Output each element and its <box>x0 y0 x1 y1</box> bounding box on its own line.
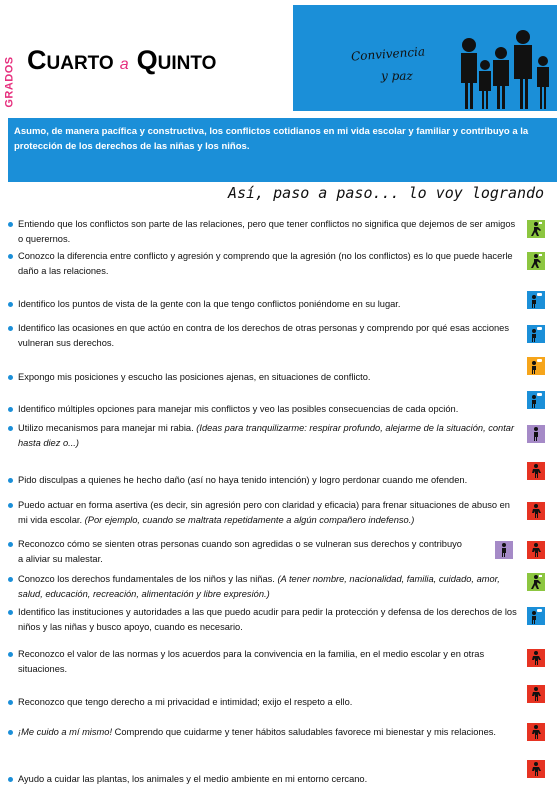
bullet-icon <box>8 254 13 259</box>
list-item <box>7 249 522 279</box>
bullet-icon <box>8 700 13 705</box>
item-example: (A tener nombre, nacionalidad, familia, cuidado, amor, salud, educación, recreación, alimentación y libre expresión.) <box>18 574 500 599</box>
bullet-icon <box>8 652 13 657</box>
item-text: Pido disculpas a quienes he hecho daño (así no haya tenido intención) y logro perdonar cuando me ofenden. <box>18 475 468 485</box>
title-rest-1: UARTO <box>46 53 114 74</box>
bullet-icon <box>8 407 13 412</box>
list-item <box>7 370 522 385</box>
item-text: Identifico los puntos de vista de la gente con la que tengo conflictos poniéndome en su lugar. <box>18 299 401 309</box>
standing-figure-icon <box>527 685 545 703</box>
standard-banner: Asumo, de manera pacífica y constructiva, los conflictos cotidianos en mi vida escolar y familiar y contribuyo a la protección de los derechos de las niñas y los niños. <box>8 118 557 182</box>
talking-figure-icon <box>527 607 545 625</box>
section-subtitle: Así, paso a paso... lo voy logrando <box>228 184 545 202</box>
item-example: (Ideas para tranquilizarme: respirar profundo, alejarme de la situación, contar hasta diez o...) <box>18 423 515 448</box>
bullet-icon <box>8 503 13 508</box>
item-text: Entiendo que los conflictos son parte de las relaciones, pero que tener conflictos no significa que dejemos de ser amigos o querernos. <box>18 219 516 244</box>
bullet-icon <box>8 375 13 380</box>
talking-figure-icon <box>527 357 545 375</box>
item-text: Reconozco cómo se sienten otras personas cuando son agredidas o se vulneran sus derechos y contribuyo a aliviar su malestar. <box>18 539 462 564</box>
bullet-icon <box>8 326 13 331</box>
walking-figure-icon <box>495 541 513 559</box>
walking-figure-icon <box>527 425 545 443</box>
bullet-icon <box>8 577 13 582</box>
title-initial-1: C <box>27 45 47 75</box>
standing-figure-icon <box>527 760 545 778</box>
list-item <box>7 402 522 417</box>
grades-label: GRADOS <box>4 56 16 108</box>
item-text: Comprendo que cuidarme y tener hábitos saludables favorece mi bienestar y mis relaciones. <box>112 727 496 737</box>
theme-label-line1: Convivencia <box>350 44 426 64</box>
bullet-icon <box>8 426 13 431</box>
page-title <box>27 45 216 85</box>
item-text: Conozco la diferencia entre conflicto y agresión y comprendo que la agresión (no los conflictos) es lo que puede hacerle daño a las relaciones. <box>18 251 513 276</box>
running-figure-icon <box>527 573 545 591</box>
item-text: Reconozco que tengo derecho a mi privacidad e intimidad; exijo el respeto a ello. <box>18 697 353 707</box>
talking-figure-icon <box>527 325 545 343</box>
bullet-icon <box>8 610 13 615</box>
running-figure-icon <box>527 252 545 270</box>
theme-label-line2: y paz <box>381 69 413 83</box>
list-item <box>7 647 522 677</box>
item-example: (Por ejemplo, cuando se maltrata repetidamente a algún compañero indefenso.) <box>84 515 415 525</box>
list-item <box>7 695 522 710</box>
talking-figure-icon <box>527 391 545 409</box>
item-text: Conozco los derechos fundamentales de los niños y las niñas. <box>18 574 278 584</box>
title-rest-2: UINTO <box>157 53 217 74</box>
item-text: Ayudo a cuidar las plantas, los animales y el medio ambiente en mi entorno cercano. <box>18 774 368 784</box>
list-item <box>7 473 522 488</box>
item-text: Reconozco el valor de las normas y los acuerdos para la convivencia en la familia, en el medio escolar y en otras situaciones. <box>18 649 485 674</box>
item-text: Identifico las instituciones y autoridades a las que puedo acudir para pedir la protección y defensa de los derechos de los niños y las niñas y busco apoyo, cuando es necesario. <box>18 607 517 632</box>
standing-figure-icon <box>527 541 545 559</box>
list-item <box>7 572 522 602</box>
item-text: Identifico múltiples opciones para manejar mis conflictos y veo las posibles consecuencias de cada opción. <box>18 404 459 414</box>
list-item <box>7 725 522 740</box>
list-item <box>7 421 522 451</box>
standing-figure-icon <box>527 502 545 520</box>
list-item <box>7 605 522 635</box>
item-text: Puedo actuar en forma asertiva (es decir, sin agresión pero con claridad y eficacia) para frenar situaciones de abuso en mi vida escolar. <box>18 500 510 525</box>
item-text: Expongo mis posiciones y escucho las posiciones ajenas, en situaciones de conflicto. <box>18 372 371 382</box>
theme-header-box <box>293 5 557 111</box>
item-text: Utilizo mecanismos para manejar mi rabia. <box>18 423 197 433</box>
standing-figure-icon <box>527 723 545 741</box>
item-emphasis: ¡Me cuido a mí mismo! <box>18 727 113 737</box>
title-initial-2: Q <box>136 45 158 75</box>
running-figure-icon <box>527 220 545 238</box>
list-item <box>7 772 522 787</box>
list-item <box>7 537 467 567</box>
bullet-icon <box>8 478 13 483</box>
bullet-icon <box>8 542 13 547</box>
item-text: Identifico las ocasiones en que actúo en contra de los derechos de otras personas y comprendo por qué esas acciones vulneran sus derechos. <box>18 323 509 348</box>
standing-figure-icon <box>527 649 545 667</box>
talking-figure-icon <box>527 291 545 309</box>
list-item <box>7 217 522 247</box>
list-item <box>7 321 522 351</box>
bullet-icon <box>8 730 13 735</box>
title-connector: a <box>119 56 129 73</box>
standing-figure-icon <box>527 462 545 480</box>
bullet-icon <box>8 302 13 307</box>
family-silhouette-icon <box>455 23 555 111</box>
list-item <box>7 498 522 528</box>
bullet-icon <box>8 222 13 227</box>
bullet-icon <box>8 777 13 782</box>
list-item <box>7 297 522 312</box>
